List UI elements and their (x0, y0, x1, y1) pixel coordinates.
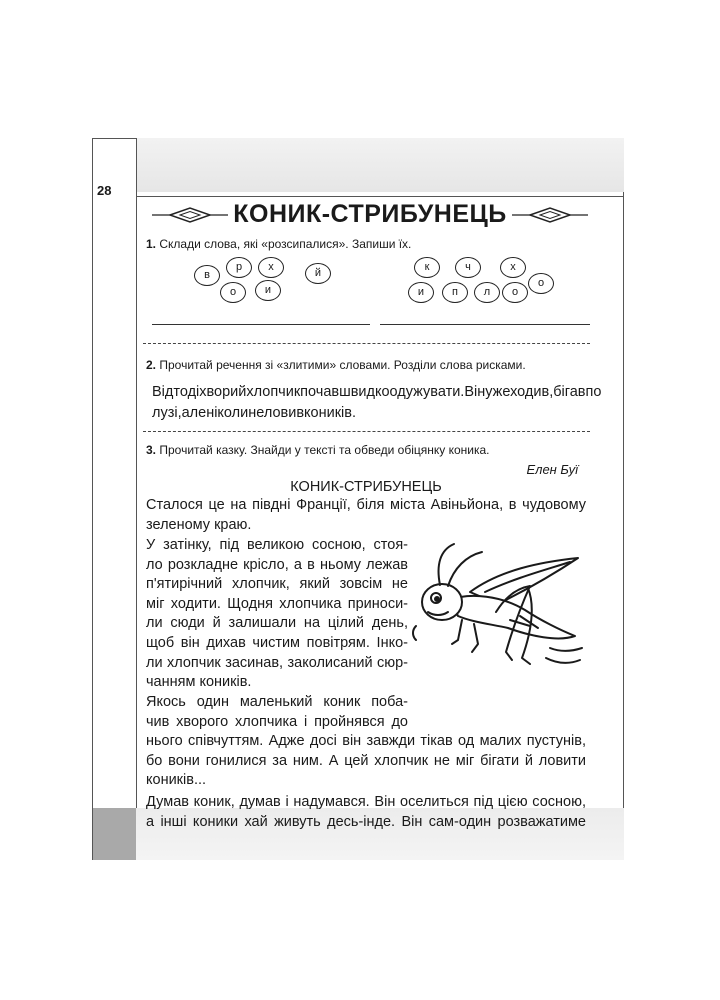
story-paragraph-2 (146, 536, 408, 693)
story-line: коників... (146, 772, 207, 789)
task1-number: 1. (146, 237, 157, 251)
letter-circle: х (258, 257, 284, 278)
task1-instruction (146, 237, 411, 251)
letter-circle: о (502, 282, 528, 303)
margin-rule (136, 138, 137, 860)
page-number: 28 (97, 183, 112, 198)
task3-instruction (146, 443, 490, 457)
story-line: нього співчуттям. Адже досі він завжди тікав од малих пустунів, (146, 733, 586, 749)
task2-instruction (146, 358, 526, 372)
story-author: Елен Буї (526, 462, 578, 477)
story-line: У затінку, під великою сосною, стоя- (146, 537, 408, 553)
letter-circle: и (255, 280, 281, 301)
section-divider (143, 343, 590, 344)
task2-text: Прочитай речення зі «злитими» словами. Розділи слова рисками. (159, 358, 526, 372)
story-paragraph-3-narrow (146, 693, 408, 732)
task3-text: Прочитай казку. Знайди у тексті та обведи обіцянку коника. (159, 443, 490, 457)
story-title: КОНИК-СТРИБУНЕЦЬ (290, 479, 442, 495)
letter-circle: п (442, 282, 468, 303)
letter-circle: и (408, 282, 434, 303)
letter-circle: х (500, 257, 526, 278)
story-line: п'ятирічний хлопчик, який зовсім не (146, 576, 408, 593)
header-band (136, 138, 624, 192)
letter-circle: р (226, 257, 252, 278)
answer-line-right[interactable] (380, 324, 590, 325)
story-line: чив хворого хлопчика і пройнявся до (146, 713, 408, 730)
story-line: а інші коники хай живуть десь-інде. Він сам-один розважатиме (146, 813, 586, 830)
story-paragraph-1 (146, 496, 586, 535)
title-row (150, 200, 590, 236)
header-rule (136, 196, 624, 197)
story-line: зеленому краю. (146, 516, 252, 533)
story-line: міг ходити. Щодня хлопчика приноси- (146, 595, 408, 612)
story-line: ли сюди й залишали на цілий день, (146, 615, 408, 632)
letter-circle: о (528, 273, 554, 294)
letter-circle: й (305, 263, 331, 284)
answer-line-left[interactable] (152, 324, 370, 325)
story-line: Думав коник, думав і надумався. Він оселиться під цією сосною, (146, 794, 586, 810)
story-line: щоб він дихав чистим повітрям. Інко- (146, 634, 408, 651)
task2-number: 2. (146, 358, 157, 372)
section-divider (143, 431, 590, 432)
story-paragraph-3-wide (146, 732, 586, 791)
story-line: чанням коників. (146, 674, 252, 691)
story-line: ли хлопчик засинав, заколисаний сюр- (146, 654, 408, 671)
story-line: бо вони гонилися за ним. А цей хлопчик не міг бігати й ловити (146, 752, 586, 769)
letter-circle: о (220, 282, 246, 303)
grasshopper-illustration-icon (410, 540, 588, 690)
glued-text-line-1: Відтодіхворийхлопчикпочавшвидкоодужувати.Вінужеходив,бігавпо (152, 384, 602, 400)
task1-text: Склади слова, які «розсипалися». Запиши їх. (159, 237, 412, 251)
task3-number: 3. (146, 443, 157, 457)
footer-gray-tab (93, 808, 136, 860)
letter-circle: в (194, 265, 220, 286)
page-title: КОНИК-СТРИБУНЕЦЬ (233, 200, 507, 228)
story-paragraph-4 (146, 793, 586, 832)
right-diamond-ornament-icon (512, 206, 588, 224)
story-line: Якось один маленький коник поба- (146, 694, 408, 710)
letter-circle: ч (455, 257, 481, 278)
glued-text-line-2: лузі,аленіколинеловивконикiв. (152, 405, 356, 421)
letter-circle: л (474, 282, 500, 303)
letter-circle: к (414, 257, 440, 278)
story-line: Сталося це на півдні Франції, біля міста Авіньйона, в чудовому (146, 497, 586, 513)
story-line: ло розкладне крісло, а в ньому лежав (146, 556, 408, 573)
